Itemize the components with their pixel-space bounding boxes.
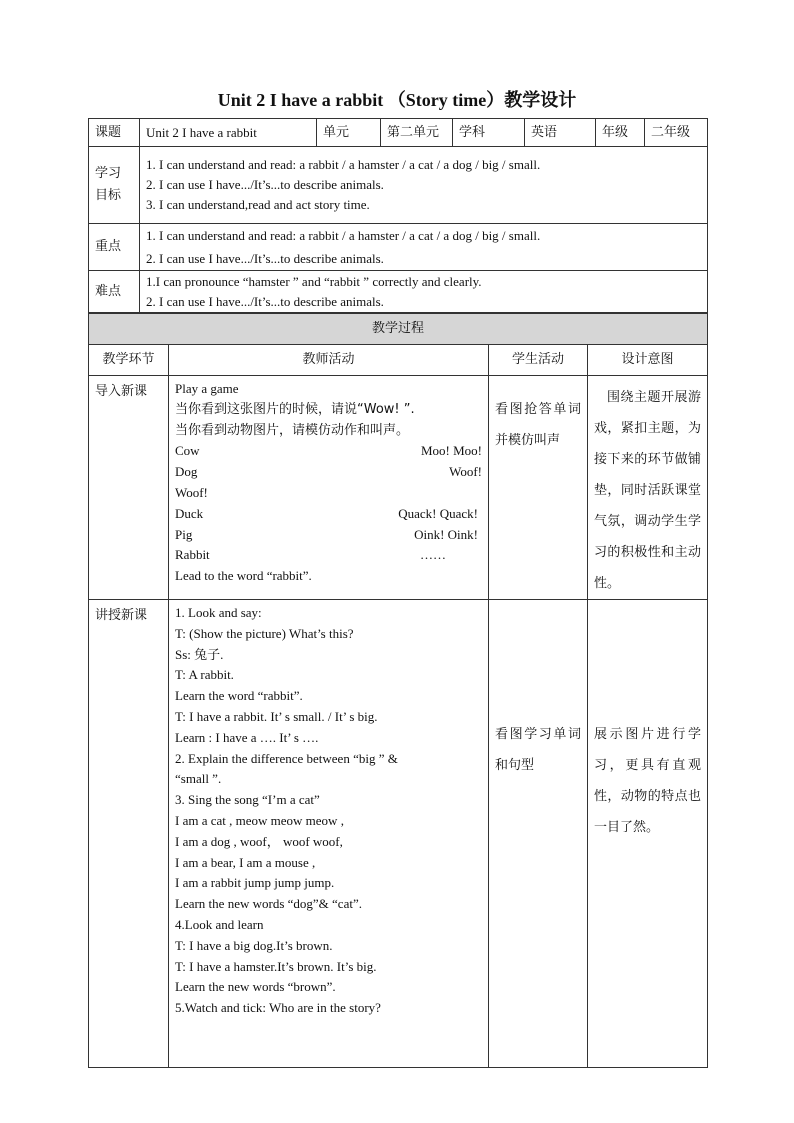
animal-row xyxy=(175,504,482,525)
process-table xyxy=(88,313,708,1068)
animal-sound: Quack! Quack! xyxy=(398,505,478,521)
animal-row xyxy=(175,545,482,566)
subject-label: 学科 xyxy=(453,119,525,147)
col-student-header: 学生活动 xyxy=(489,345,588,376)
teach-stage: 讲授新课 xyxy=(89,600,169,1068)
teach-student-activity: 看图学习单词和句型 xyxy=(489,600,588,1068)
col-design-header: 设计意图 xyxy=(588,345,708,376)
teach-line: Learn : I have a …. It’ s …. xyxy=(175,729,319,745)
teach-line: Learn the new words “dog”& “cat”. xyxy=(175,896,362,912)
difficulties-content xyxy=(140,271,708,313)
teach-row xyxy=(89,600,708,1068)
animal-name: Duck xyxy=(175,505,204,521)
teach-line: 1. Look and say: xyxy=(175,605,262,620)
goal-line: 3. I can understand,read and act story time. xyxy=(146,197,370,212)
difficulties-label: 难点 xyxy=(89,271,140,313)
key-points-row xyxy=(89,224,708,271)
teach-line: 5.Watch and tick: Who are in the story? xyxy=(175,1000,381,1016)
goals-content xyxy=(140,147,708,224)
teach-line: I am a rabbit jump jump jump. xyxy=(175,875,335,891)
intro-line: 当你看到这张图片的时候，请说“Wow! ”. xyxy=(175,401,415,417)
teach-line: 2. Explain the difference between “big ” & xyxy=(175,750,398,766)
intro-line: Play a game xyxy=(175,381,239,396)
difficulty-line: 1.I can pronounce “hamster ” and “rabbit ” correctly and clearly. xyxy=(146,273,482,289)
process-header-row xyxy=(89,345,708,376)
intro-design-intent: 围绕主题开展游戏，紧扣主题，为接下来的环节做铺垫，同时活跃课堂气氛，调动学生学习的积极性和主动性。 xyxy=(588,376,708,600)
animal-row xyxy=(175,483,482,504)
teach-line: I am a cat , meow meow meow , xyxy=(175,812,344,828)
animal-name: Cow xyxy=(175,443,200,459)
teach-line: 3. Sing the song “I’m a cat” xyxy=(175,792,320,808)
teach-line: I am a dog , woof， woof woof, xyxy=(175,833,343,849)
intro-student-activity: 看图抢答单词并模仿叫声 xyxy=(489,376,588,600)
animal-name: Rabbit xyxy=(175,547,210,563)
teach-line: T: A rabbit. xyxy=(175,667,234,683)
teach-line: Learn the new words “brown”. xyxy=(175,979,336,995)
lesson-info-table xyxy=(88,118,708,313)
intro-line: 当你看到动物图片，请模仿动作和叫声。 xyxy=(175,422,410,438)
difficulty-line: 2. I can use I have.../It’s...to describe animals. xyxy=(146,293,384,309)
key-points-content xyxy=(140,224,708,271)
animal-row xyxy=(175,462,482,483)
goals-row xyxy=(89,147,708,224)
animal-sound: Oink! Oink! xyxy=(414,526,478,542)
unit-label: 单元 xyxy=(317,119,381,147)
key-points-label: 重点 xyxy=(89,224,140,271)
process-heading: 教学过程 xyxy=(89,314,708,345)
animal-sound: …… xyxy=(420,547,446,563)
col-teacher-header: 教师活动 xyxy=(169,345,489,376)
teach-line: T: I have a rabbit. It’ s small. / It’ s big. xyxy=(175,708,378,724)
teach-line: “small ”. xyxy=(175,771,222,787)
course-label: 课题 xyxy=(89,119,140,147)
subject-value: 英语 xyxy=(525,119,596,147)
teach-line: T: I have a hamster.It’s brown. It’s big. xyxy=(175,958,377,974)
grade-value: 二年级 xyxy=(645,119,708,147)
intro-row xyxy=(89,376,708,600)
goal-line: 1. I can understand and read: a rabbit / a hamster / a cat / a dog / big / small. xyxy=(146,157,541,172)
goals-label: 学习目标 xyxy=(89,147,140,224)
teach-line: T: I have a big dog.It’s brown. xyxy=(175,937,333,953)
teach-design-intent: 展示图片进行学习，更具有直观性，动物的特点也一目了然。 xyxy=(588,600,708,1068)
animal-name: Woof! xyxy=(175,484,208,500)
key-point-line: 2. I can use I have.../It’s...to describe animals. xyxy=(146,251,384,266)
teach-teacher-activity xyxy=(169,600,489,1068)
teach-line: I am a bear, I am a mouse , xyxy=(175,854,316,870)
intro-teacher-activity xyxy=(169,376,489,600)
col-stage-header: 教学环节 xyxy=(89,345,169,376)
page-title: Unit 2 I have a rabbit （Story time）教学设计 xyxy=(217,90,577,110)
process-heading-row xyxy=(89,314,708,345)
animal-sound: Woof! xyxy=(449,464,482,480)
difficulties-row xyxy=(89,271,708,313)
animal-row xyxy=(175,441,482,462)
key-point-line: 1. I can understand and read: a rabbit / a hamster / a cat / a dog / big / small. xyxy=(146,228,541,243)
course-value: Unit 2 I have a rabbit xyxy=(140,119,317,147)
unit-value: 第二单元 xyxy=(381,119,453,147)
grade-label: 年级 xyxy=(596,119,645,147)
teach-line: Ss: 兔子. xyxy=(175,646,224,662)
intro-line: Lead to the word “rabbit”. xyxy=(175,568,312,584)
teach-line: T: (Show the picture) What’s this? xyxy=(175,625,354,641)
goal-line: 2. I can use I have.../It’s...to describe animals. xyxy=(146,177,384,192)
teach-line: Learn the word “rabbit”. xyxy=(175,688,303,704)
info-row xyxy=(89,119,708,147)
animal-name: Dog xyxy=(175,464,198,480)
intro-stage: 导入新课 xyxy=(89,376,169,600)
animal-sound: Moo! Moo! xyxy=(420,443,482,459)
animal-row xyxy=(175,525,482,546)
teach-line: 4.Look and learn xyxy=(175,916,264,932)
animal-name: Pig xyxy=(175,526,193,542)
